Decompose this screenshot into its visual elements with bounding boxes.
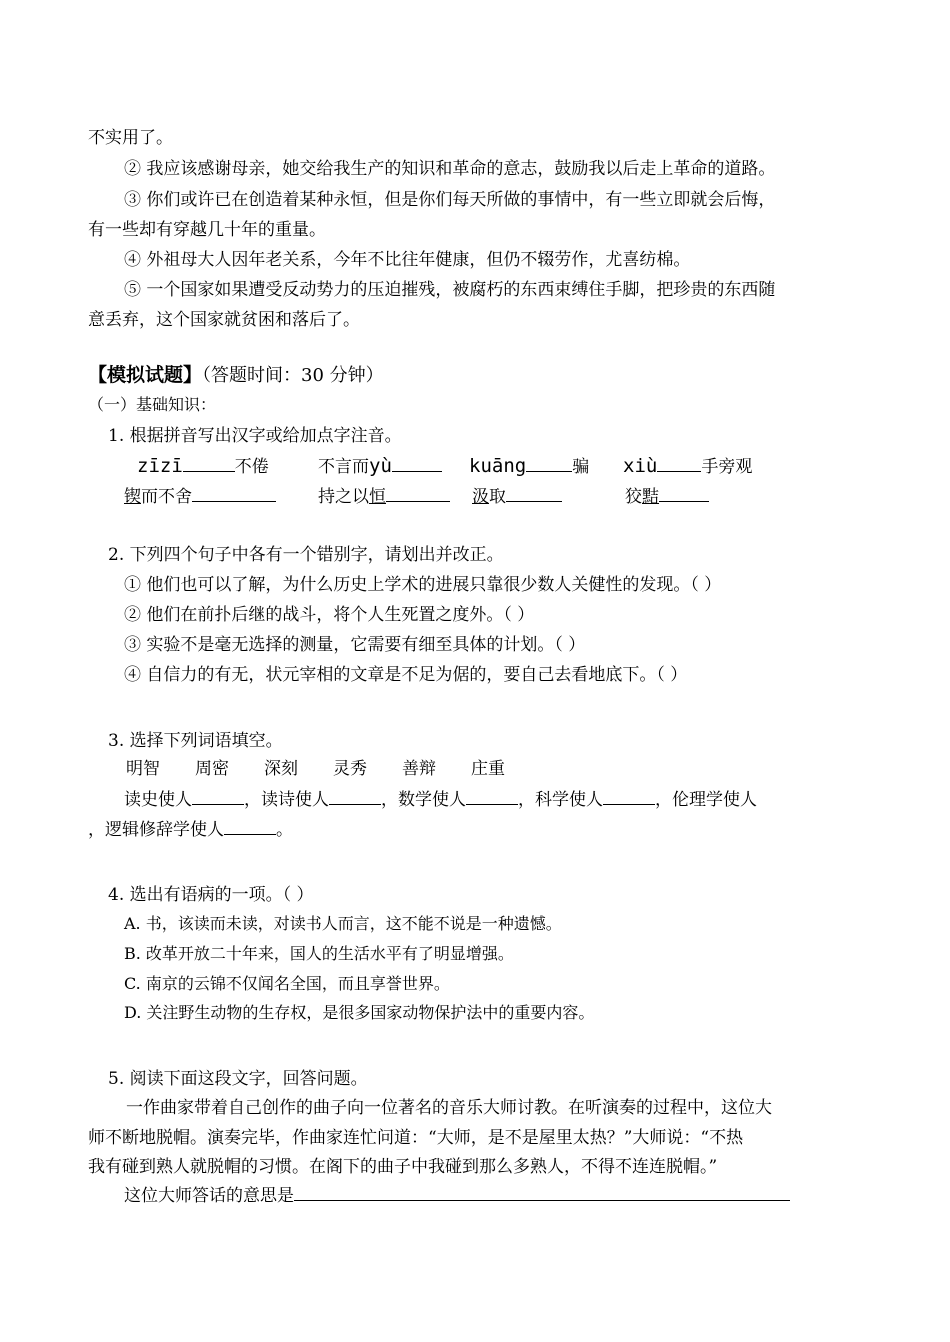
q5-title: 5. 阅读下面这段文字，回答问题。 [108,1069,368,1089]
pinyin: xiù [623,455,658,477]
answer-blank[interactable] [526,454,572,472]
q2-title: 2. 下列四个句子中各有一个错别字，请划出并改正。 [108,545,504,565]
pinyin: kuāng [469,455,527,477]
answer-blank[interactable] [192,484,276,502]
q1-row-2c [472,484,562,508]
q2-item: ① 他们也可以了解，为什么历史上学术的进展只靠很少数人关健性的发现。（ ） [124,575,722,595]
q1-row-1c [469,453,589,480]
word-choice: 周密 [195,759,229,779]
q1-row-1b [318,453,442,480]
passage-line: 我有碰到熟人就脱帽的习惯。在阁下的曲子中我碰到那么多熟人，不得不连连脱帽。” [88,1157,718,1177]
answer-blank[interactable] [657,454,701,472]
dotted-char: 黠 [642,487,659,507]
word-tail: 骗 [572,457,590,477]
q3-line-1 [124,787,757,811]
fill-text: ，科学使人 [518,790,603,810]
word-pre: 持之以 [318,487,369,507]
fill-text: ，伦理学使人 [655,790,757,810]
dotted-char: 锲 [124,487,141,507]
passage-line: 师不断地脱帽。演奏完毕，作曲家连忙问道：“大师，是不是屋里太热？”大师说：“不热 [88,1128,744,1148]
word-choice: 庄重 [471,759,505,779]
part-heading: （一）基础知识： [88,395,217,414]
q3-line-2 [88,817,293,841]
answer-blank[interactable] [294,1183,790,1201]
answer-blank[interactable] [506,484,562,502]
text-line: 不实用了。 [88,128,173,148]
fill-text: 读史使人 [124,790,192,810]
q2-item: ③ 实验不是毫无选择的测量，它需要有细至具体的计划。（ ） [124,635,586,655]
fill-text: 。 [276,820,293,840]
q4-option[interactable]: A. 书，该读而未读，对读书人而言，这不能不说是一种遗憾。 [124,914,562,933]
q4-option[interactable]: B. 改革开放二十年来，国人的生活水平有了明显增强。 [124,944,514,963]
q1-row-2a [124,484,276,508]
sentence-5: ⑤ 一个国家如果遭受反动势力的压迫摧残，被腐朽的东西束缚住手脚，把珍贵的东西随 [124,280,776,300]
word-choice: 明智 [126,759,160,779]
pinyin: yù [369,455,392,477]
section-title [88,363,384,388]
word-tail: 而不舍 [141,487,192,507]
word-tail: 手旁观 [701,457,753,477]
word-tail: 不倦 [234,457,269,477]
q4-title: 4. 选出有语病的一项。（ ） [108,885,314,905]
sentence-2: ② 我应该感谢母亲，她交给我生产的知识和革命的意志，鼓励我以后走上革命的道路。 [124,159,776,179]
q1-row-1d [623,453,752,480]
pinyin: zīzī [137,455,183,477]
section-title-bold: 【模拟试题】 [88,364,203,386]
q2-item: ② 他们在前扑后继的战斗，将个人生死置之度外。（ ） [124,605,535,625]
q3-title: 3. 选择下列词语填空。 [108,731,283,751]
section-time: （答题时间：30 分钟） [202,365,384,386]
word-choice: 善辩 [402,759,436,779]
answer-blank[interactable] [659,484,709,502]
word-tail: 取 [489,487,506,507]
q1-row-1 [137,453,269,480]
sentence-5-cont: 意丢弃，这个国家就贫困和落后了。 [88,310,360,330]
q4-option[interactable]: D. 关注野生动物的生存权，是很多国家动物保护法中的重要内容。 [124,1003,595,1022]
sentence-3: ③ 你们或许已在创造着某种永恒，但是你们每天所做的事情中，有一些立即就会后悔， [124,190,776,210]
dotted-char: 恒 [369,487,386,507]
word-choice: 深刻 [264,759,298,779]
answer-blank[interactable] [192,787,244,805]
answer-prompt: 这位大师答话的意思是 [124,1186,294,1206]
word-choice-list [126,758,505,780]
answer-blank[interactable] [183,454,235,472]
answer-blank[interactable] [466,787,518,805]
word-pre: 狡 [625,487,642,507]
q1-row-2d [625,484,709,508]
answer-blank[interactable] [386,484,450,502]
fill-text: ，逻辑修辞学使人 [88,820,224,840]
q1-row-2b [318,484,450,508]
answer-blank[interactable] [603,787,655,805]
q5-answer-line [124,1183,790,1207]
word-pre: 不言而 [318,457,369,477]
passage-line: 一作曲家带着自己创作的曲子向一位著名的音乐大师讨教。在听演奏的过程中，这位大 [126,1098,772,1118]
fill-text: ，读诗使人 [244,790,329,810]
fill-text: ，数学使人 [381,790,466,810]
dotted-char: 汲 [472,487,489,507]
q1-title: 1. 根据拼音写出汉字或给加点字注音。 [108,426,402,446]
answer-blank[interactable] [329,787,381,805]
answer-blank[interactable] [224,817,276,835]
word-choice: 灵秀 [333,759,367,779]
sentence-3-cont: 有一些却有穿越几十年的重量。 [88,220,326,240]
q2-item: ④ 自信力的有无，状元宰相的文章是不足为倨的，要自己去看地底下。（ ） [124,665,688,685]
sentence-4: ④ 外祖母大人因年老关系，今年不比往年健康，但仍不辍劳作，尤喜纺棉。 [124,250,691,270]
q4-option[interactable]: C. 南京的云锦不仅闻名全国，而且享誉世界。 [124,974,450,993]
answer-blank[interactable] [392,454,442,472]
